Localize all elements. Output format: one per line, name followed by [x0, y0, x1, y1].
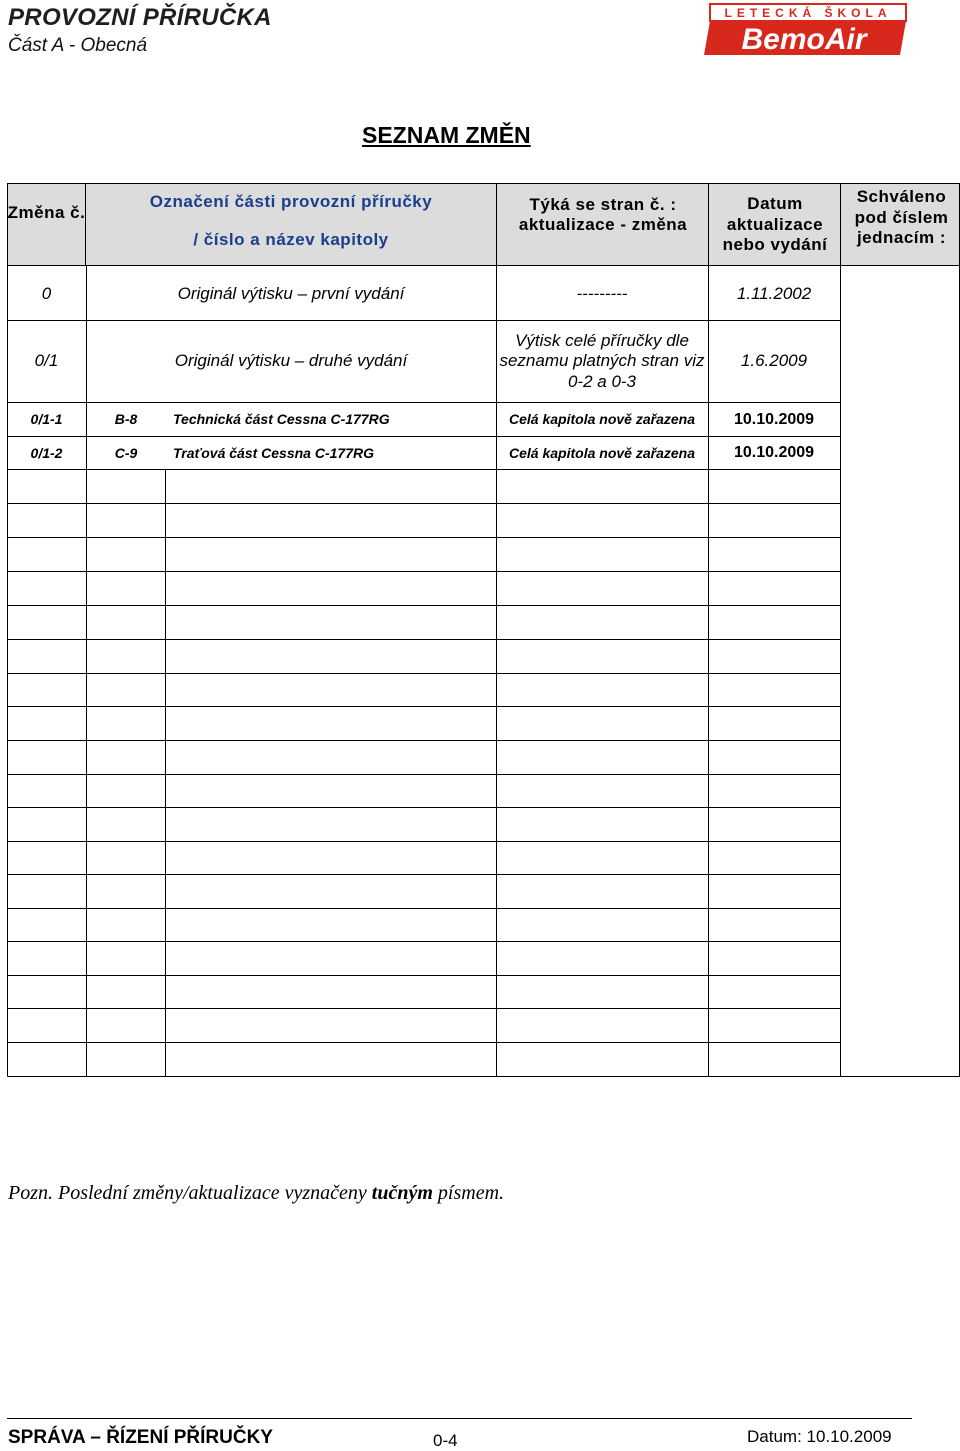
page-title: SEZNAM ZMĚN	[362, 122, 531, 148]
row-2-change: 0/1-1	[30, 411, 63, 428]
row-3-change: 0/1-2	[30, 444, 63, 461]
svg-text:LETECKÁ ŠKOLA: LETECKÁ ŠKOLA	[724, 6, 892, 20]
note	[8, 1182, 504, 1205]
header-pages: Týká se stran č. : aktualizace - změna	[518, 194, 688, 234]
manual-title: PROVOZNÍ PŘÍRUČKA	[8, 4, 272, 31]
note-text: Pozn. Poslední změny/aktualizace vyznačeny	[8, 1182, 372, 1204]
row-1-title: Originál výtisku – druhé vydání	[174, 351, 408, 371]
bemoair-logo	[704, 3, 908, 57]
row-0-title: Originál výtisku – první vydání	[177, 283, 405, 303]
row-2-title: Technická část Cessna C-177RG	[173, 411, 390, 428]
header-change-no: Změna č.	[7, 202, 86, 222]
row-3-pages: Celá kapitola nově zařazena	[509, 444, 695, 461]
footer-page-number: 0-4	[433, 1431, 458, 1450]
row-2-pages: Celá kapitola nově zařazena	[509, 411, 695, 428]
table-grid	[7, 183, 960, 1077]
header-chapter-name: / číslo a název kapitoly	[193, 229, 389, 249]
row-1-date: 1.6.2009	[740, 351, 808, 371]
row-2-chapter: B-8	[114, 411, 138, 428]
row-1-pages: Výtisk celé příručky dle seznamu platných stran viz 0-2 a 0-3	[499, 330, 705, 391]
row-0-change: 0	[41, 283, 52, 303]
header-part-designation: Označení části provozní příručky	[149, 191, 433, 211]
footer-date: Datum: 10.10.2009	[747, 1427, 892, 1446]
footer-section: SPRÁVA – ŘÍZENÍ PŘÍRUČKY	[8, 1427, 273, 1448]
manual-part: Část A - Obecná	[8, 35, 148, 56]
note-bold: tučným	[371, 1182, 433, 1204]
footer-rule	[7, 1418, 912, 1419]
header-approval-ref: Schváleno pod číslem jednacím :	[854, 187, 949, 248]
row-2-date: 10.10.2009	[733, 410, 815, 428]
svg-text:BemoAir: BemoAir	[741, 23, 867, 56]
row-0-pages: ---------	[576, 283, 628, 303]
row-1-change: 0/1	[34, 351, 59, 371]
row-3-chapter: C-9	[114, 444, 138, 461]
note-text-end: písmem.	[432, 1182, 505, 1204]
row-3-date: 10.10.2009	[733, 444, 815, 462]
row-3-title: Traťová část Cessna C-177RG	[173, 444, 374, 461]
header-date: Datum aktualizace nebo vydání	[722, 194, 828, 255]
row-0-date: 1.11.2002	[736, 283, 812, 303]
changes-table	[7, 183, 960, 1077]
